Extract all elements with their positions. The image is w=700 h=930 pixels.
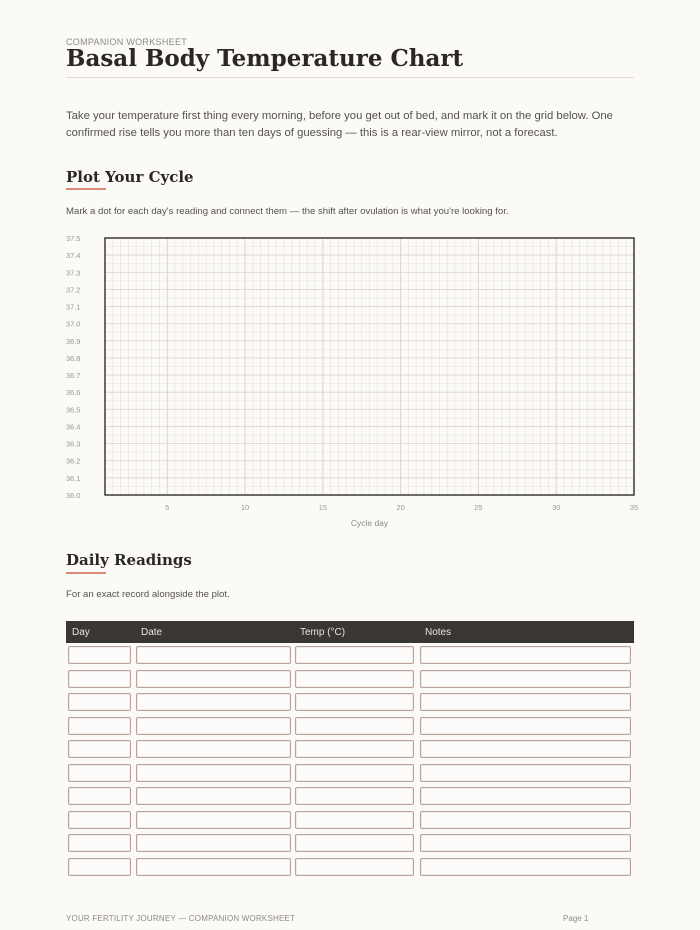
x-axis-label: Cycle day: [350, 518, 389, 528]
y-tick-label: 36.0: [66, 491, 81, 500]
y-tick-label: 37.0: [66, 319, 81, 329]
table-row: [66, 784, 634, 808]
table-row: [66, 737, 634, 761]
temp-input[interactable]: [295, 670, 414, 688]
x-tick-label: 25: [474, 503, 483, 512]
y-tick-label: 37.5: [66, 234, 81, 243]
date-input[interactable]: [136, 787, 291, 805]
y-tick-label: 36.4: [66, 422, 81, 432]
x-tick-label: 30: [552, 503, 561, 512]
page-number: Page 1: [563, 914, 589, 923]
readings-section-underline: [66, 572, 106, 574]
column-header-notes: Notes: [425, 627, 452, 638]
day-input[interactable]: [68, 764, 131, 782]
intro-paragraph: Take your temperature first thing every morning, before you get out of bed, and mark it on the grid below. One confirmed rise tells you more than ten days of guessing — this is a rear-view mirror, not a forecast.: [66, 110, 613, 139]
notes-input[interactable]: [420, 787, 631, 805]
day-input[interactable]: [68, 787, 131, 805]
x-tick-label: 35: [629, 503, 639, 512]
table-row: [66, 808, 634, 832]
x-tick-label: 15: [318, 503, 327, 512]
notes-input[interactable]: [420, 858, 631, 876]
y-tick-label: 36.7: [66, 371, 81, 381]
y-tick-label: 37.1: [66, 302, 81, 312]
plot-section-title: Plot Your Cycle: [66, 168, 194, 186]
date-input[interactable]: [136, 740, 291, 758]
temp-input[interactable]: [295, 693, 414, 711]
footer-title: YOUR FERTILITY JOURNEY — COMPANION WORKSHEET: [66, 914, 296, 923]
notes-input[interactable]: [420, 811, 631, 829]
y-tick-label: 36.6: [66, 388, 81, 398]
notes-input[interactable]: [420, 717, 631, 735]
table-row: [66, 831, 634, 855]
date-input[interactable]: [136, 670, 291, 688]
temp-input[interactable]: [295, 811, 414, 829]
y-tick-label: 36.1: [66, 473, 81, 483]
temp-input[interactable]: [295, 834, 414, 852]
temp-input[interactable]: [295, 740, 414, 758]
notes-input[interactable]: [420, 670, 631, 688]
date-input[interactable]: [136, 646, 291, 664]
x-tick-label: 10: [240, 503, 250, 512]
readings-section-title: Daily Readings: [66, 551, 192, 569]
date-input[interactable]: [136, 858, 291, 876]
day-input[interactable]: [68, 717, 131, 735]
readings-section-description: For an exact record alongside the plot.: [66, 589, 230, 600]
y-tick-label: 37.3: [66, 268, 81, 278]
temp-input[interactable]: [295, 717, 414, 735]
date-input[interactable]: [136, 764, 291, 782]
y-tick-label: 36.9: [66, 336, 81, 346]
column-header-date: Date: [141, 627, 163, 638]
y-tick-label: 36.2: [66, 456, 81, 466]
temp-input[interactable]: [295, 764, 414, 782]
temp-input[interactable]: [295, 787, 414, 805]
y-tick-label: 36.3: [66, 439, 81, 449]
notes-input[interactable]: [420, 646, 631, 664]
notes-input[interactable]: [420, 693, 631, 711]
notes-input[interactable]: [420, 740, 631, 758]
table-row: [66, 667, 634, 691]
table-row: [66, 761, 634, 785]
x-tick-label: 5: [165, 503, 170, 512]
day-input[interactable]: [68, 811, 131, 829]
notes-input[interactable]: [420, 834, 631, 852]
table-row: [66, 643, 634, 667]
date-input[interactable]: [136, 834, 291, 852]
day-input[interactable]: [68, 740, 131, 758]
column-header-temp: Temp (°C): [300, 627, 346, 638]
table-header: [66, 621, 634, 643]
day-input[interactable]: [68, 834, 131, 852]
day-input[interactable]: [68, 858, 131, 876]
worksheet-kicker: COMPANION WORKSHEET: [66, 37, 188, 47]
day-input[interactable]: [68, 670, 131, 688]
y-tick-label: 37.2: [66, 285, 81, 295]
column-header-day: Day: [72, 627, 90, 638]
table-row: [66, 855, 634, 879]
day-input[interactable]: [68, 693, 131, 711]
table-row: [66, 690, 634, 714]
day-input[interactable]: [68, 646, 131, 664]
temp-input[interactable]: [295, 858, 414, 876]
date-input[interactable]: [136, 717, 291, 735]
table-body: [66, 643, 634, 878]
page-title: Basal Body Temperature Chart: [66, 45, 464, 72]
date-input[interactable]: [136, 693, 291, 711]
x-tick-label: 20: [396, 503, 405, 512]
y-tick-label: 37.4: [66, 251, 81, 261]
daily-readings-table: [66, 621, 634, 878]
temp-input[interactable]: [295, 646, 414, 664]
plot-section-description: Mark a dot for each day's reading and connect them — the shift after ovulation is what you're looking for.: [66, 206, 509, 217]
date-input[interactable]: [136, 811, 291, 829]
y-tick-label: 36.8: [66, 353, 81, 363]
notes-input[interactable]: [420, 764, 631, 782]
table-row: [66, 714, 634, 738]
y-tick-label: 36.5: [66, 405, 81, 415]
